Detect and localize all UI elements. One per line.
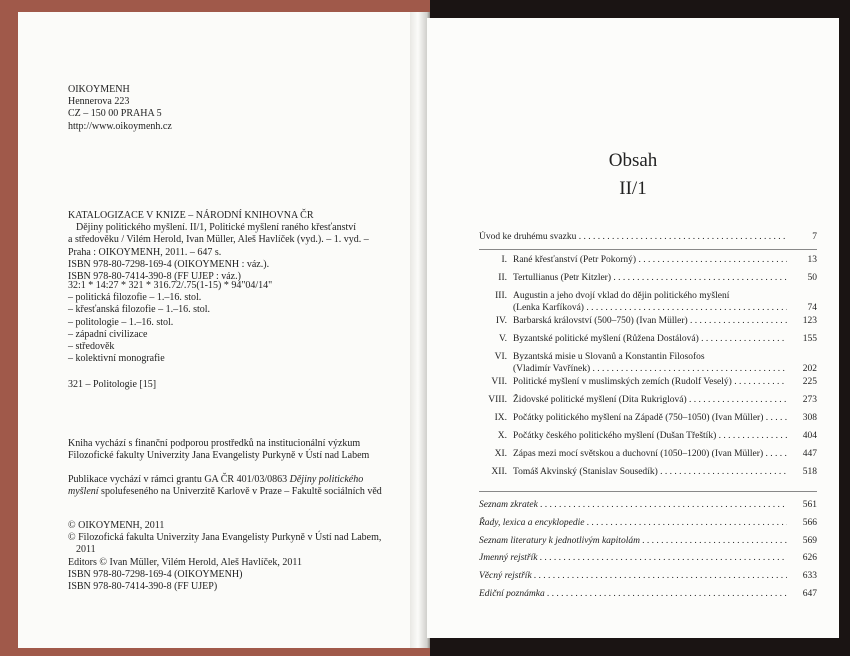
funding-note: [68, 438, 369, 462]
toc-chapter-number: V.: [498, 334, 507, 344]
toc-appendix-row[interactable]: [479, 570, 817, 583]
toc-entry-title: (Vladimír Vavřínek) . . .: [513, 363, 787, 376]
catalog-line: Praha : OIKOYMENH, 2011. – 647 s.: [68, 246, 222, 258]
grant-title-italic: myšlení: [68, 486, 99, 498]
publisher-address: [68, 84, 172, 133]
toc-chapter-row[interactable]: [479, 448, 817, 461]
toc-entry-title: Počátky politického myšlení na Západě (750–1050) (Ivan Müller) . . .: [513, 412, 787, 425]
divider: [479, 491, 817, 492]
toc-chapter-number: II.: [498, 273, 507, 283]
toc-chapter-row[interactable]: [479, 333, 817, 346]
subject-list: [68, 280, 272, 365]
toc-entry-title: Politické myšlení v muslimských zemích (Rudolf Veselý) . . .: [513, 376, 787, 389]
copyright-line: © Filozofická fakulta Univerzity Jana Evangelisty Purkyně v Ústí nad Labem,: [68, 532, 382, 544]
grant-line-1: [68, 474, 382, 486]
toc-entry-page: 633: [802, 571, 817, 582]
toc-entry-title: Tomáš Akvinský (Stanislav Sousedík) . . .: [513, 466, 787, 479]
toc-entry-page: 7: [812, 232, 817, 242]
catalog-record: [68, 210, 369, 283]
toc-chapter-number: I.: [501, 255, 507, 265]
grant-note: [68, 474, 382, 498]
toc-entry-page: 626: [802, 553, 817, 564]
catalog-line: ISBN 978-80-7414-390-8 (FF UJEP : váz.): [68, 271, 241, 283]
toc-entry-title: Barbarská království (500–750) (Ivan Müller) . . .: [513, 315, 787, 328]
toc-entry-title: Byzantská misie u Slovanů a Konstantin Filosofos: [513, 352, 705, 362]
subject-line: – kolektivní monografie: [68, 353, 165, 365]
toc-appendix-row[interactable]: [479, 517, 817, 530]
catalog-line: ISBN 978-80-7298-169-4 (OIKOYMENH : váz.).: [68, 258, 270, 270]
catalog-heading: KATALOGIZACE V KNIZE – NÁRODNÍ KNIHOVNA ČR: [68, 210, 314, 221]
toc-appendix-row[interactable]: [479, 535, 817, 548]
catalog-line: a středověku / Vilém Herold, Ivan Müller, Aleš Havlíček (vyd.). – 1. vyd. –: [68, 234, 369, 246]
toc-entry-page: 569: [802, 535, 817, 546]
subject-line: – západní civilizace: [68, 328, 148, 340]
publisher-url: http://www.oikoymenh.cz: [68, 120, 172, 132]
grant-text: Publikace vychází v rámci grantu GA ČR 401/03/0863: [68, 474, 288, 485]
toc-chapter-number: IV.: [495, 316, 507, 326]
right-page: [427, 18, 839, 638]
grant-text: spolufeseného na Univerzitě Karlově v Praze – Fakultě sociálních věd: [101, 486, 382, 498]
toc-chapter-row[interactable]: [479, 466, 817, 479]
toc-chapter-number: IX.: [494, 413, 507, 423]
publisher-city: CZ – 150 00 PRAHA 5: [68, 108, 162, 120]
volume-label: II/1: [619, 178, 647, 199]
subject-line: 32:1 * 14:27 * 321 * 316.72/.75(1-15) * 94"04/14": [68, 280, 273, 291]
toc-chapter-row[interactable]: [479, 315, 817, 328]
copyright-line: ISBN 978-80-7414-390-8 (FF UJEP): [68, 581, 218, 593]
toc-chapter-number: III.: [495, 291, 507, 301]
toc-entry-title: Rané křesťanství (Petr Pokorný) . . .: [513, 254, 787, 267]
toc-entry-page: 225: [802, 377, 817, 387]
toc-appendix-row[interactable]: [479, 588, 817, 601]
toc-chapter-number: VIII.: [488, 395, 507, 405]
toc-chapter-number: VII.: [491, 377, 507, 387]
subject-line: – politologie – 1.–16. stol.: [68, 316, 174, 328]
grant-title-italic: Dějiny politického: [289, 474, 364, 485]
toc-entry-title: (Lenka Karfíková) . . .: [513, 302, 787, 315]
copyright-line: 2011: [76, 544, 96, 556]
funding-line: Kniha vychází s finanční podporou prostředků na institucionální výzkum: [68, 438, 361, 449]
toc-entry-page: 447: [802, 449, 817, 459]
classification: 321 – Politologie [15]: [68, 379, 157, 390]
toc-entry-title: Ediční poznámka . . .: [479, 588, 787, 601]
grant-line-2: [68, 486, 382, 498]
toc-entry-page: 13: [807, 255, 817, 265]
toc-entry-page: 566: [802, 517, 817, 528]
copyright-line: Editors © Ivan Müller, Vilém Herold, Aleš Havlíček, 2011: [68, 556, 303, 568]
toc-entry-title: Úvod ke druhému svazku . . .: [479, 231, 787, 244]
toc-chapter-row[interactable]: [479, 394, 817, 407]
toc-entry-page: 273: [802, 395, 817, 405]
toc-entry-title: Seznam zkratek . . .: [479, 499, 787, 512]
toc-chapter-row-continued[interactable]: [479, 302, 817, 315]
toc-entry-page: 74: [807, 303, 817, 313]
toc-chapter-number: XII.: [491, 467, 507, 477]
toc-chapter-number: VI.: [494, 352, 507, 362]
toc-entry-title: Zápas mezi mocí světskou a duchovní (1050–1200) (Ivan Müller) . . .: [513, 448, 787, 461]
toc-entry-title: Seznam literatury k jednotlivým kapitolám . . .: [479, 535, 787, 548]
toc-entry-title: Tertullianus (Petr Kitzler) . . .: [513, 272, 787, 285]
toc-entry-page: 647: [802, 589, 817, 599]
divider: [479, 249, 817, 250]
toc-chapter-row[interactable]: [479, 412, 817, 425]
toc-entry-page: 50: [807, 273, 817, 283]
toc-chapter-row[interactable]: [479, 254, 817, 267]
subject-line: – politická filozofie – 1.–16. stol.: [68, 292, 202, 304]
toc-chapter-row[interactable]: [479, 430, 817, 443]
toc-entry-title: Počátky českého politického myšlení (Dušan Třeštík) . . .: [513, 430, 787, 443]
subject-line: – středověk: [68, 341, 115, 353]
funding-line: Filozofické fakulty Univerzity Jana Evangelisty Purkyně v Ústí nad Labem: [68, 450, 370, 462]
contents-title: Obsah: [608, 150, 658, 171]
toc-chapter-number: X.: [497, 431, 507, 441]
toc-chapter-number-spacer: [479, 302, 513, 315]
toc-entry-page: 155: [802, 334, 817, 344]
copyright-line: ISBN 978-80-7298-169-4 (OIKOYMENH): [68, 568, 243, 580]
toc-entry-page: 404: [802, 431, 817, 441]
subject-line: – křesťanská filozofie – 1.–16. stol.: [68, 304, 211, 316]
copyright-block: [68, 520, 381, 593]
publisher-name: OIKOYMENH: [68, 84, 130, 95]
toc-appendix-row[interactable]: [479, 499, 817, 512]
toc-entry-page: 518: [802, 467, 817, 477]
toc-chapter-number-spacer: [479, 363, 513, 376]
toc-entry-title: Židovské politické myšlení (Dita Rukriglová) . . .: [513, 394, 787, 407]
toc-chapter-row[interactable]: [479, 272, 817, 285]
toc-entry-title: Řady, lexica a encyklopedie . . .: [479, 517, 787, 530]
toc-intro[interactable]: [479, 231, 817, 244]
toc-entry-page: 308: [802, 413, 817, 423]
toc-entry-page: 123: [802, 316, 817, 326]
toc-entry-title: Augustin a jeho dvojí vklad do dějin politického myšlení: [513, 291, 730, 301]
publisher-street: Hennerova 223: [68, 96, 130, 108]
toc-entry-page: 561: [802, 500, 817, 510]
left-page: [18, 12, 410, 648]
toc-chapter-row[interactable]: [479, 376, 817, 389]
toc-entry-title: Jmenný rejstřík . . .: [479, 552, 787, 565]
toc-chapter-number: XI.: [494, 449, 507, 459]
toc-entry-title: Věcný rejstřík . . .: [479, 570, 787, 583]
catalog-line: Dějiny politického myšlení. II/1, Politické myšlení raného křesťanství: [76, 222, 357, 234]
toc-entry-page: 202: [802, 364, 817, 374]
toc-appendix-row[interactable]: [479, 552, 817, 565]
toc-chapter-row-continued[interactable]: [479, 363, 817, 376]
toc-entry-title: Byzantské politické myšlení (Růžena Dostálová) . . .: [513, 333, 787, 346]
copyright-line: © OIKOYMENH, 2011: [68, 520, 165, 531]
